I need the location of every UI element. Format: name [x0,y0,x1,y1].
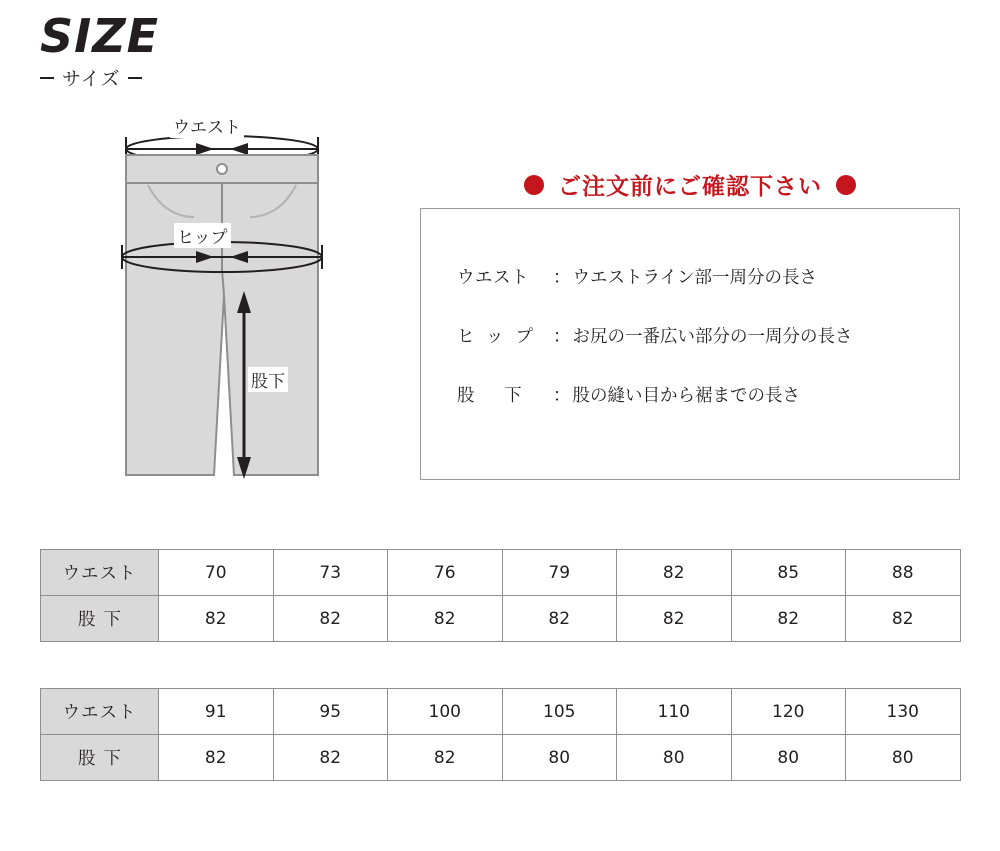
cell-inseam-1-5: 82 [731,596,846,642]
notice-sep-inseam: ： [553,385,571,406]
notice-box [420,208,960,480]
page-title [40,9,240,91]
notice-line-waist [457,267,959,290]
pants-measurement-diagram [96,105,396,500]
table-row [41,596,961,642]
cell-inseam-1-2: 82 [388,596,503,642]
row-header-waist-1: ウエスト [41,550,159,596]
cell-inseam-2-6: 80 [846,735,961,781]
notice-heading [420,168,960,201]
row-header-inseam-2: 股下 [41,735,159,781]
bullet-dot-icon-right [836,175,856,195]
cell-inseam-1-3: 82 [502,596,617,642]
row-header-waist-2: ウエスト [41,689,159,735]
notice-desc-inseam: 股の縫い目から裾までの長さ [572,385,800,406]
cell-inseam-2-5: 80 [731,735,846,781]
notice-term-waist: ウエスト [457,268,529,288]
label-waist: ウエスト [170,113,244,138]
notice-heading-text: ご注文前にご確認下さい [558,174,822,200]
cell-waist-2-3: 105 [502,689,617,735]
notice-line-hip [457,326,959,349]
cell-waist-1-1: 73 [273,550,388,596]
notice-sep-waist: ： [553,268,571,288]
title-main: SIZE [40,9,160,63]
cell-waist-2-0: 91 [159,689,274,735]
cell-inseam-1-0: 82 [159,596,274,642]
cell-waist-1-6: 88 [846,550,961,596]
table-row [41,550,961,596]
cell-inseam-1-4: 82 [617,596,732,642]
title-rule-left [40,77,54,79]
notice-sep-hip: ： [553,326,571,347]
label-inseam: 股下 [248,367,288,392]
cell-waist-1-2: 76 [388,550,503,596]
title-sub: サイズ [62,68,121,90]
cell-inseam-2-4: 80 [617,735,732,781]
cell-waist-1-3: 79 [502,550,617,596]
cell-inseam-2-1: 82 [273,735,388,781]
pants-illustration-svg [96,105,396,500]
cell-waist-2-6: 130 [846,689,961,735]
size-table-2 [40,688,961,781]
notice-desc-hip: お尻の一番広い部分の一周分の長さ [572,326,853,347]
cell-inseam-2-3: 80 [502,735,617,781]
cell-waist-2-1: 95 [273,689,388,735]
cell-waist-2-2: 100 [388,689,503,735]
notice-line-inseam [457,385,959,408]
notice-desc-waist: ウエストライン部一周分の長さ [572,268,817,288]
cell-waist-1-5: 85 [731,550,846,596]
label-hip: ヒップ [174,223,231,248]
cell-inseam-2-0: 82 [159,735,274,781]
table-row [41,689,961,735]
cell-inseam-1-6: 82 [846,596,961,642]
table-row [41,735,961,781]
size-table-1 [40,549,961,642]
cell-inseam-1-1: 82 [273,596,388,642]
notice-term-inseam: 股 下 [457,385,534,406]
notice-term-hip: ヒップ [457,326,545,347]
cell-waist-2-4: 110 [617,689,732,735]
bullet-dot-icon-left [524,175,544,195]
title-rule-right [128,77,142,79]
title-sub-row [40,64,200,91]
cell-waist-1-0: 70 [159,550,274,596]
cell-waist-1-4: 82 [617,550,732,596]
cell-waist-2-5: 120 [731,689,846,735]
cell-inseam-2-2: 82 [388,735,503,781]
row-header-inseam-1: 股下 [41,596,159,642]
